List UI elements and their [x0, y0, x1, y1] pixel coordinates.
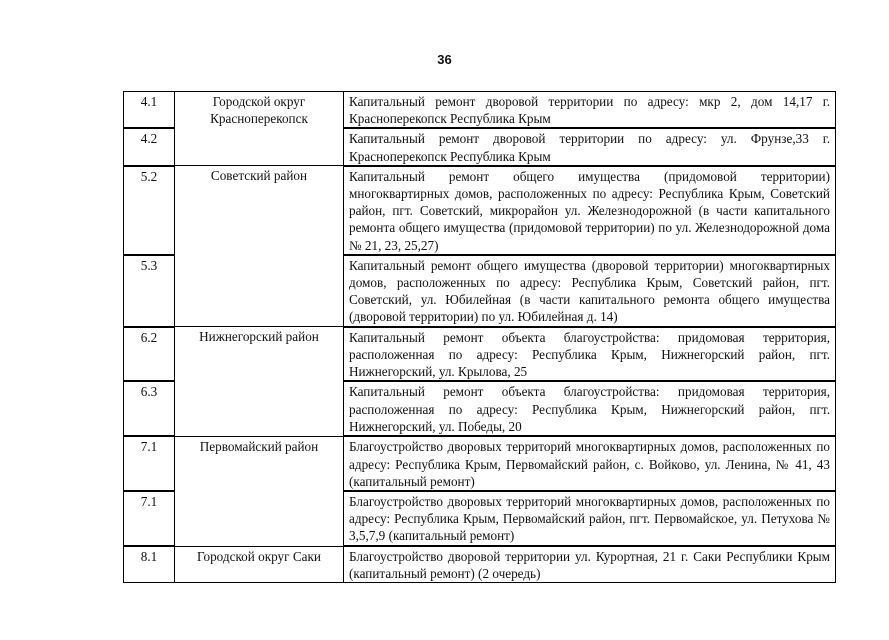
- work-description: Капитальный ремонт дворовой территории по адресу: ул. Фрунзе,33 г. Красноперекопск Республика Крым: [344, 128, 836, 165]
- row-number: 4.2: [124, 128, 175, 165]
- table-row: [124, 436, 836, 491]
- row-number: 6.3: [124, 381, 175, 436]
- region-cell: Первомайский район: [175, 436, 344, 546]
- work-description: Капитальный ремонт общего имущества (дворовой территории) многоквартирных домов, расположенных по адресу: Республика Крым, Советский район, пгт. Советский, ул. Юбилейная (в части капитального ремонта общего имущества (дворовой территории) по ул. Юбилейная д. 14): [344, 255, 836, 327]
- region-cell: Нижнегорский район: [175, 327, 344, 437]
- work-description: Капитальный ремонт общего имущества (придомовой территории) многоквартирных домов, расположенных по адресу: Республика Крым, Советский район, пгт. Советский, микрорайон ул. Железнодорожной (в части капитального ремонта общего имущества (придомовой территории) по ул. Железнодорожной дома № 21, 23, 25,27): [344, 166, 836, 255]
- work-description: Благоустройство дворовых территорий многоквартирных домов, расположенных по адресу: Республика Крым, Первомайский район, пгт. Первомайское, ул. Петухова № 3,5,7,9 (капитальный ремонт): [344, 491, 836, 546]
- region-cell: Советский район: [175, 166, 344, 327]
- row-number: 4.1: [124, 92, 175, 129]
- row-number: 7.1: [124, 436, 175, 491]
- table-row: [124, 166, 836, 255]
- table-row: [124, 546, 836, 583]
- row-number: 8.1: [124, 546, 175, 583]
- work-description: Капитальный ремонт дворовой территории по адресу: мкр 2, дом 14,17 г. Красноперекопск Республика Крым: [344, 92, 836, 129]
- region-cell: Городской округ Саки: [175, 546, 344, 583]
- table-row: [124, 327, 836, 382]
- row-number: 5.2: [124, 166, 175, 255]
- row-number: 7.1: [124, 491, 175, 546]
- page-number: 36: [437, 52, 452, 67]
- row-number: 6.2: [124, 327, 175, 382]
- work-description: Капитальный ремонт объекта благоустройства: придомовая территория, расположенная по адресу: Республика Крым, Нижнегорский район, пгт. Нижнегорский, ул. Крылова, 25: [344, 327, 836, 382]
- region-cell: Городской округ Красноперекопск: [175, 92, 344, 166]
- work-description: Благоустройство дворовой территории ул. Курортная, 21 г. Саки Республики Крым (капитальный ремонт) (2 очередь): [344, 546, 836, 583]
- table-row: [124, 92, 836, 129]
- work-description: Капитальный ремонт объекта благоустройства: придомовая территория, расположенная по адресу: Республика Крым, Нижнегорский район, пгт. Нижнегорский, ул. Победы, 20: [344, 381, 836, 436]
- row-number: 5.3: [124, 255, 175, 327]
- work-description: Благоустройство дворовых территорий многоквартирных домов, расположенных по адресу: Республика Крым, Первомайский район, с. Войково, ул. Ленина, № 41, 43 (капитальный ремонт): [344, 436, 836, 491]
- projects-table: [123, 91, 836, 583]
